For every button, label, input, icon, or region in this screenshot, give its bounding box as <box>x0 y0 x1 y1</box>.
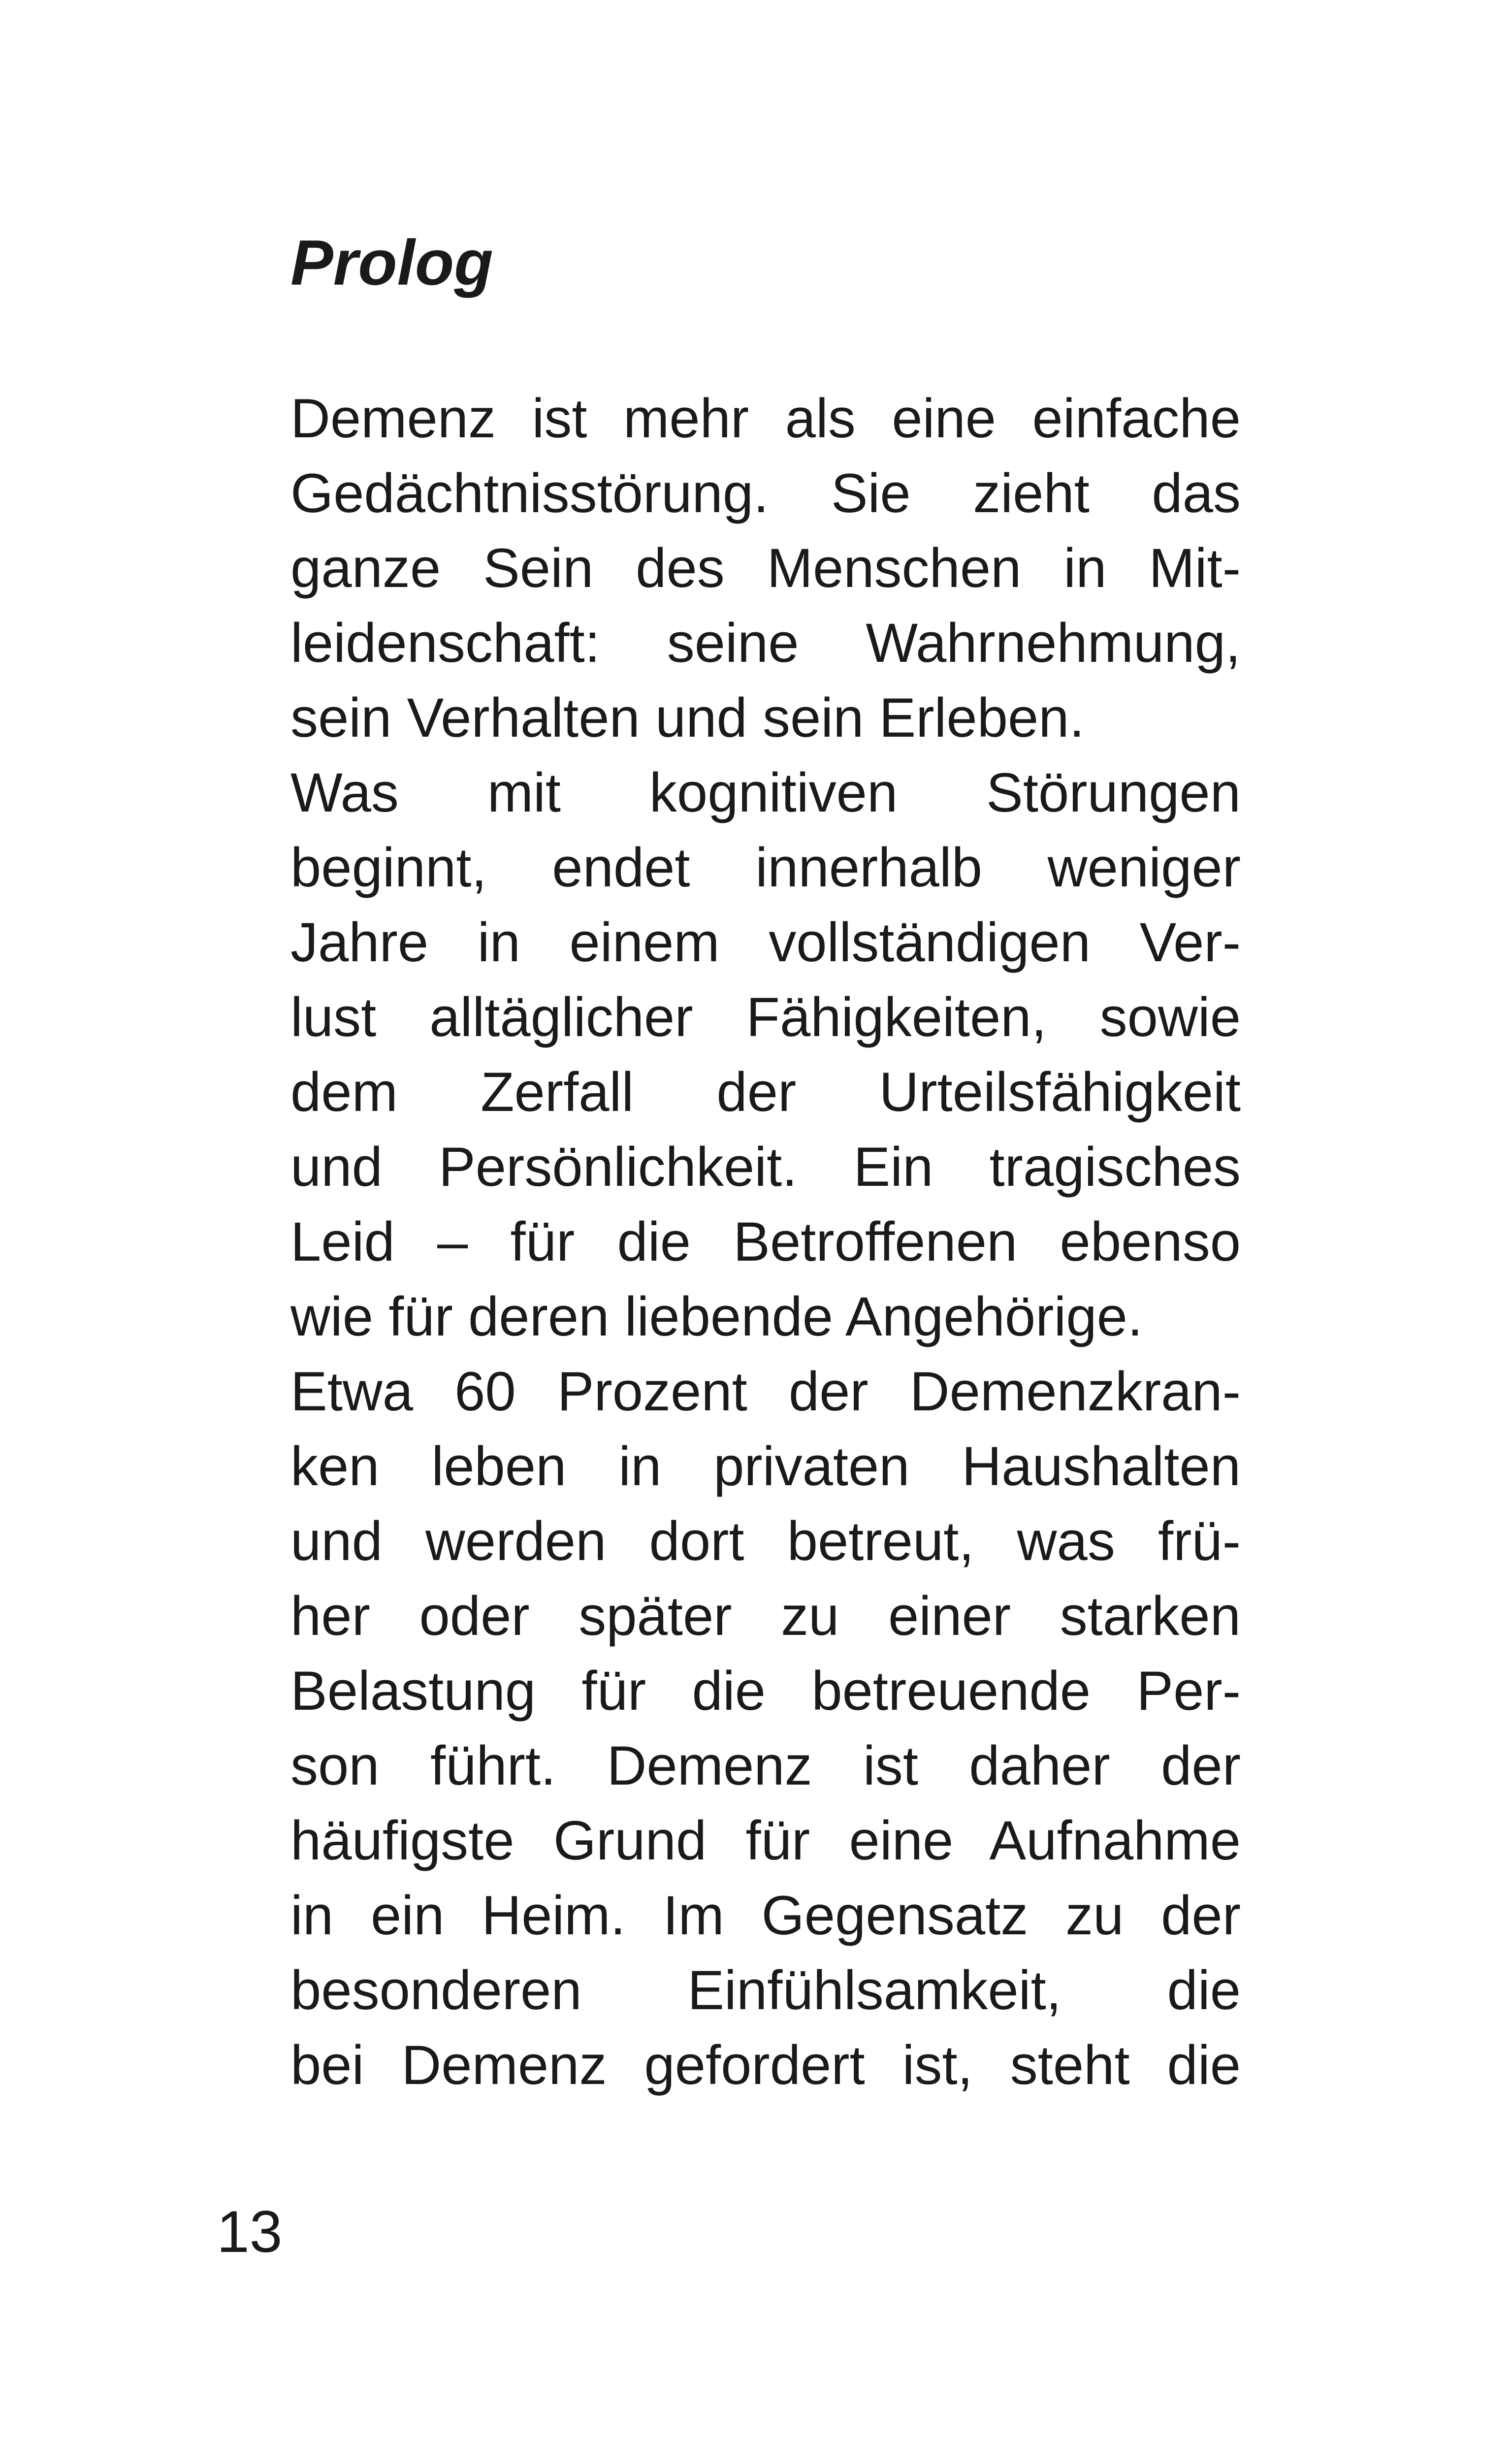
text-line: Leid – für die Betroffenen ebenso <box>290 1211 1241 1272</box>
text-line: ganze Sein des Menschen in Mit- <box>290 537 1241 599</box>
text-line: leidenschaft: seine Wahrnehmung, <box>290 612 1241 674</box>
text-line: sein Verhalten und sein Erleben. <box>290 687 1085 749</box>
text-line: Belastung für die betreuende Per- <box>290 1660 1241 1722</box>
text-line: und werden dort betreut, was frü- <box>290 1510 1241 1572</box>
text-line: dem Zerfall der Urteilsfähigkeit <box>290 1061 1241 1123</box>
text-line: wie für deren liebende Angehörige. <box>290 1286 1143 1347</box>
text-line: Demenz ist mehr als eine einfache <box>290 388 1241 449</box>
chapter-title: Prolog <box>290 227 493 298</box>
text-line: und Persönlichkeit. Ein tragisches <box>290 1136 1241 1198</box>
text-line: Gedächtnisstörung. Sie zieht das <box>290 462 1241 524</box>
text-line: lust alltäglicher Fähigkeiten, sowie <box>290 986 1241 1048</box>
text-line: ken leben in privaten Haushalten <box>290 1435 1241 1497</box>
text-line: Jahre in einem vollständigen Ver- <box>290 912 1241 973</box>
text-line: bei Demenz gefordert ist, steht die <box>290 2034 1241 2096</box>
text-line: häufigste Grund für eine Aufnahme <box>290 1810 1241 1871</box>
text-line: beginnt, endet innerhalb weniger <box>290 837 1241 898</box>
text-line: son führt. Demenz ist daher der <box>290 1735 1241 1796</box>
text-line: in ein Heim. Im Gegensatz zu der <box>290 1885 1241 1946</box>
text-line: Etwa 60 Prozent der Demenzkran- <box>290 1361 1241 1422</box>
body-text <box>290 381 1241 2103</box>
text-line: Was mit kognitiven Störungen <box>290 762 1241 823</box>
text-line: besonderen Einfühlsamkeit, die <box>290 1959 1241 2021</box>
page-number: 13 <box>217 2199 283 2265</box>
text-line: her oder später zu einer starken <box>290 1585 1241 1647</box>
